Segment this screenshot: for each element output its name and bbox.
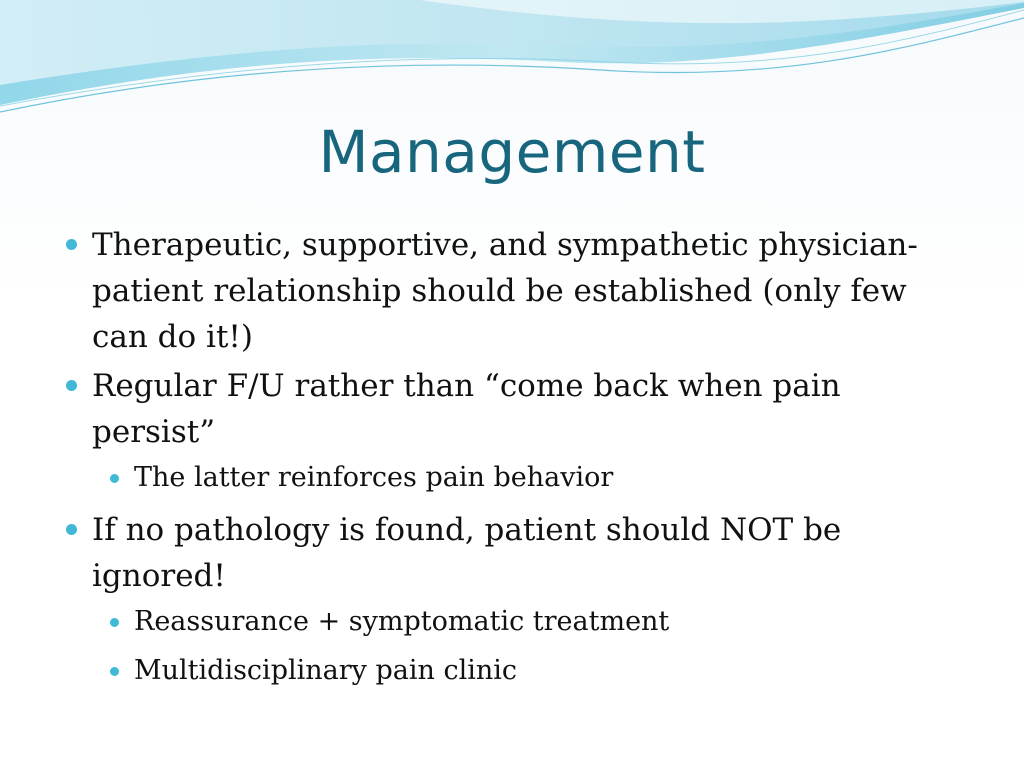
bullet-dot-icon — [66, 524, 77, 535]
bullet-item — [62, 507, 962, 599]
header-wave-decoration — [0, 0, 1024, 130]
bullet-item — [62, 222, 962, 360]
slide-body — [62, 222, 962, 700]
bullet-list — [62, 507, 962, 599]
bullet-text: If no pathology is found, patient should NOT be ignored! — [92, 512, 842, 594]
sub-bullet-item — [62, 602, 962, 642]
sub-bullet-dot-icon — [110, 618, 119, 627]
slide-title: Management — [318, 118, 706, 186]
sub-bullet-list — [62, 602, 962, 691]
bullet-list — [62, 222, 962, 455]
bullet-text: Therapeutic, supportive, and sympathetic physician-patient relationship should be established (only few can do it!) — [92, 227, 918, 355]
bullet-dot-icon — [66, 239, 77, 250]
bullet-item — [62, 363, 962, 455]
sub-bullet-item — [62, 651, 962, 691]
bullet-text: Regular F/U rather than “come back when pain persist” — [92, 368, 841, 450]
sub-bullet-text: Reassurance + symptomatic treatment — [134, 606, 670, 637]
bullet-dot-icon — [66, 380, 77, 391]
sub-bullet-dot-icon — [110, 474, 119, 483]
sub-bullet-dot-icon — [110, 667, 119, 676]
sub-bullet-item — [62, 458, 962, 498]
sub-bullet-text: The latter reinforces pain behavior — [134, 462, 614, 493]
sub-bullet-list — [62, 458, 962, 498]
sub-bullet-text: Multidisciplinary pain clinic — [134, 655, 517, 686]
